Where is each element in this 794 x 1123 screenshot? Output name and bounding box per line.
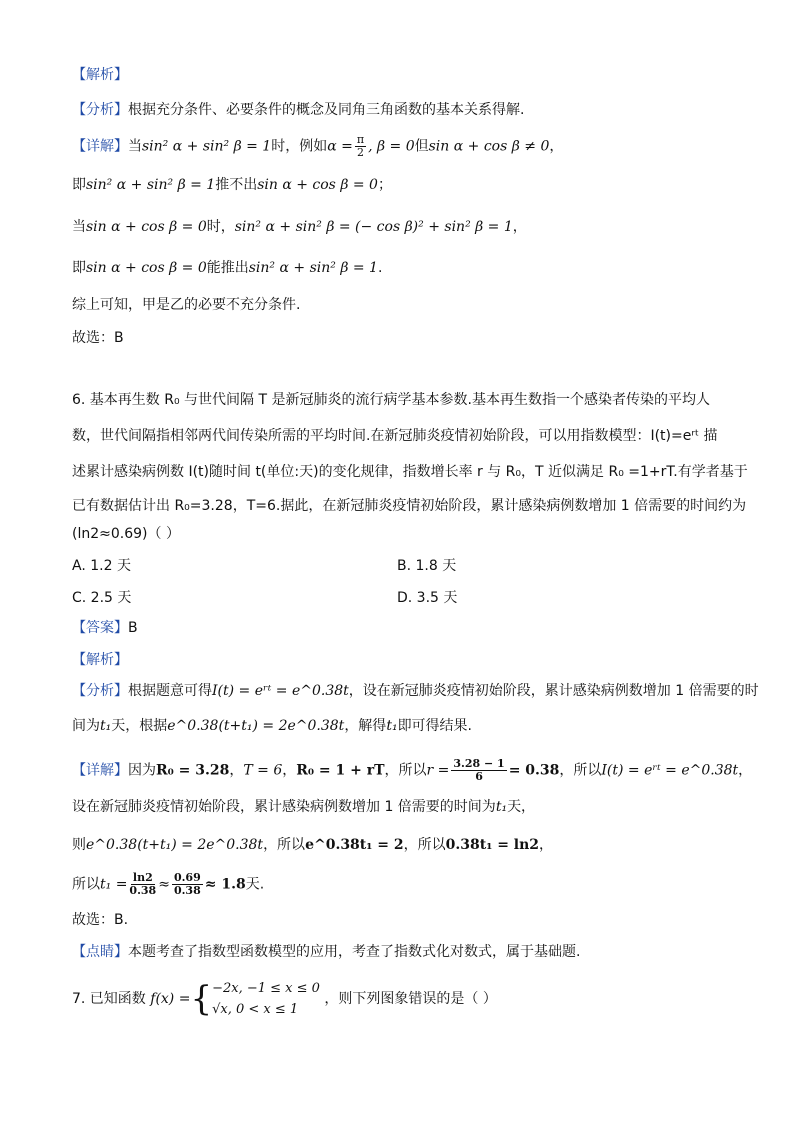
text: 即 (72, 260, 86, 276)
q5-answer: 故选：B (72, 330, 124, 346)
text: 能推出 (206, 260, 249, 276)
math: sin² α + sin² β = 1 (248, 260, 378, 276)
q7-stem (72, 977, 497, 1021)
jiexi-label: 【解析】 (72, 652, 128, 668)
fraction: $\frac{3.28 - 1}{6}$ (453, 757, 505, 783)
text: 根据题意可得 (128, 683, 212, 699)
text: ，所以 (559, 762, 602, 779)
text: 7. 已知函数 (72, 991, 146, 1007)
math: , β = 0 (368, 138, 415, 155)
text: ，所以 (384, 762, 427, 779)
math: α = (327, 138, 353, 155)
q5-detail-line2 (72, 175, 392, 195)
math: sin² α + sin² β = 1 (142, 138, 272, 155)
q5-analysis (72, 100, 524, 120)
math: R₀ = 3.28 (156, 762, 230, 779)
text: 时，例如 (271, 138, 328, 155)
dianjing-tag: 【点睛】 (72, 944, 128, 960)
piece-1: −2x, −1 ≤ x ≤ 0 (212, 981, 320, 996)
text: 则 (72, 837, 86, 853)
q6-comment (72, 942, 580, 962)
option-a: A. 1.2 天 (72, 558, 131, 574)
text: 推不出 (215, 177, 258, 193)
math: R₀ = 1 + rT (296, 762, 385, 779)
text: 即 (72, 177, 86, 193)
q6-detail-line4 (72, 872, 264, 897)
text: 当 (72, 219, 86, 235)
text: 但 (414, 138, 429, 155)
text: ， (738, 762, 753, 779)
text: 间为 (72, 718, 100, 734)
text: 天， (507, 799, 536, 815)
q6-stem-line1: 6. 基本再生数 R₀ 与世代间隔 T 是新冠肺炎的流行病学基本参数.基本再生数指一个感染者传染的平均人 (72, 392, 710, 408)
text: ， (549, 138, 564, 155)
math: I(t) = eʳᵗ = e^0.38t (212, 683, 349, 699)
fraction: $\frac{\pi}{2}$ (356, 133, 365, 159)
math: T = 6 (243, 762, 283, 779)
q6-analysis-line1 (72, 681, 759, 701)
math: r = (426, 762, 450, 779)
math: = 0.38 (508, 762, 560, 779)
brace: { (190, 979, 213, 1019)
text: ，解得 (344, 718, 387, 734)
q6-stem-line3: 述累计感染病例数 I(t)随时间 t(单位:天)的变化规律，指数增长率 r 与 R₀，T 近似满足 R₀ =1+rT.有学者基于 (72, 464, 748, 480)
option-c: C. 2.5 天 (72, 590, 132, 606)
q5-detail-line4 (72, 258, 382, 278)
text: ，设在新冠肺炎疫情初始阶段，累计感染病例数增加 1 倍需要的时 (348, 683, 759, 699)
math: sin α + cos β ≠ 0 (428, 138, 550, 155)
math: 0.38t₁ = ln2 (445, 837, 540, 853)
math: sin² α + sin² β = (− cos β)² + sin² β = 1 (234, 219, 513, 235)
math: e^0.38t₁ = 2 (305, 837, 404, 853)
math: t₁ = (100, 876, 128, 893)
q6-answer (72, 618, 138, 638)
text: ，所以 (263, 837, 306, 853)
text: 所以 (72, 876, 100, 893)
fraction: $\frac{\ln 2}{0.38}$ (129, 871, 157, 897)
fenxi-text: 根据充分条件、必要条件的概念及同角三角函数的基本关系得解. (128, 102, 525, 118)
daan-value: B (128, 620, 138, 636)
text: 天. (245, 876, 265, 893)
math: e^0.38(t+t₁) = 2e^0.38t (86, 837, 264, 853)
dianjing-text: 本题考查了指数型函数模型的应用，考查了指数式化对数式，属于基础题. (128, 944, 581, 960)
math: I(t) = eʳᵗ = e^0.38t (601, 762, 739, 779)
q6-detail-line1 (72, 758, 752, 783)
text: ； (377, 177, 392, 193)
text: ， (229, 762, 244, 779)
text: ， (539, 837, 554, 853)
q5-detail-line1 (72, 134, 563, 159)
math: f(x) = (150, 991, 191, 1007)
fenxi-tag: 【分析】 (72, 683, 128, 699)
q6-detail-line2 (72, 797, 535, 817)
q6-analysis-line2 (72, 716, 472, 736)
fraction: $\frac{0.69}{0.38}$ (173, 871, 201, 897)
q6-stem-line4: 已有数据估计出 R₀=3.28，T=6.据此，在新冠肺炎疫情初始阶段，累计感染病例数增加 1 倍需要的时间约为 (72, 498, 747, 514)
text: ，所以 (403, 837, 446, 853)
text: ，则下列图象错误的是（ ） (324, 991, 497, 1007)
q6-choice: 故选：B. (72, 912, 129, 928)
text: 天，根据 (111, 718, 168, 734)
math: sin α + cos β = 0 (86, 219, 207, 235)
text: 设在新冠肺炎疫情初始阶段，累计感染病例数增加 1 倍需要的时间为 (72, 799, 496, 815)
math: sin² α + sin² β = 1 (86, 177, 216, 193)
math: t₁ (495, 799, 508, 815)
math: e^0.38(t+t₁) = 2e^0.38t (167, 718, 345, 734)
math: sin α + cos β = 0 (257, 177, 378, 193)
math: ≈ 1.8 (204, 876, 246, 893)
xiangjie-tag: 【详解】 (72, 762, 128, 779)
piecewise (212, 978, 320, 1020)
option-b: B. 1.8 天 (397, 558, 457, 574)
q5-detail-line3 (72, 217, 527, 237)
text: 当 (128, 138, 142, 155)
text: 因为 (128, 762, 156, 779)
q6-stem-line5: (ln2≈0.69)（ ） (72, 526, 180, 542)
q6-detail-line3 (72, 835, 553, 855)
q6-stem-line2: 数，世代间隔指相邻两代间传染所需的平均时间.在新冠肺炎疫情初始阶段，可以用指数模型：I(t)=eʳᵗ 描 (72, 428, 718, 444)
math: t₁ (100, 718, 112, 734)
piece-2: √x, 0 < x ≤ 1 (212, 1002, 299, 1017)
option-d: D. 3.5 天 (397, 590, 458, 606)
text: 时， (206, 219, 235, 235)
daan-tag: 【答案】 (72, 620, 128, 636)
math: ≈ (158, 876, 170, 893)
text: . (377, 260, 383, 276)
xiangjie-tag: 【详解】 (72, 138, 128, 155)
fenxi-tag: 【分析】 (72, 102, 128, 118)
math: t₁ (386, 718, 398, 734)
q5-conclusion: 综上可知，甲是乙的必要不充分条件. (72, 297, 301, 313)
math: sin α + cos β = 0 (86, 260, 207, 276)
text: ， (512, 219, 527, 235)
jiexi-label: 【解析】 (72, 67, 128, 83)
text: ， (282, 762, 297, 779)
text: 即可得结果. (397, 718, 473, 734)
